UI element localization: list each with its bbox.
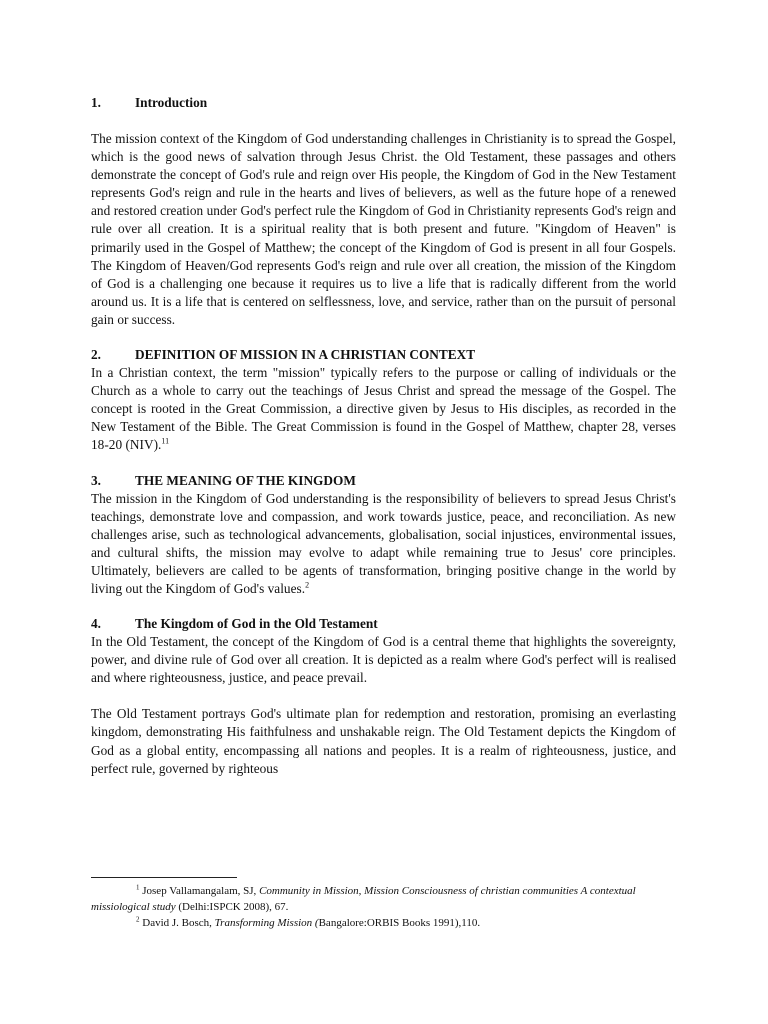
footnotes <box>91 877 676 931</box>
section-heading-introduction <box>91 94 676 112</box>
footnote-1 <box>91 883 676 915</box>
footnote-title: Community in Mission, Mission Consciousness of christian communities A contextual missiological study <box>91 885 636 913</box>
footnote-separator <box>91 877 237 878</box>
section-number: 3. <box>91 472 101 488</box>
old-testament-paragraph-1: In the Old Testament, the concept of the Kingdom of God is a central theme that highlights the sovereignty, power, and divine rule of God over all creation. It is depicted as a realm where God's perfect will is realised and where righteousness, justice, and peace prevail. <box>91 634 676 686</box>
section-heading-meaning-of-kingdom <box>91 472 676 490</box>
footnote-author: Josep Vallamangalam, SJ, <box>142 885 257 897</box>
section-number: 1. <box>91 95 101 110</box>
section-heading-definition-of-mission <box>91 346 676 364</box>
footnote-marker: 1 <box>136 883 140 892</box>
footnote-author: David J. Bosch, <box>142 917 212 929</box>
paragraph-text: In a Christian context, the term "mission" typically refers to the purpose or calling of individuals or the Church as a whole to carry out the teachings of Jesus Christ and spread the message of the Gospel. The concept is rooted in the Great Commission, a directive given by Jesus to His disciples, as recorded in the New Testament of the Bible. The Great Commission is found in the Gospel of Matthew, chapter 28, verses 18-20 (NIV). <box>91 365 676 453</box>
footnote-marker: 2 <box>136 915 140 924</box>
paragraph-text: The mission in the Kingdom of God understanding is the responsibility of believers to spread Jesus Christ's teachings, demonstrate love and compassion, and work towards justice, peace, and reconciliation. As new challenges arise, such as technological advancements, globalisation, social injustices, environmental issues, and cultural shifts, the mission may evolve to adapt while remaining true to Jesus' core principles. Ultimately, believers are called to be agents of transformation, bringing positive change in the world by living out the Kingdom of God's values. <box>91 490 676 596</box>
meaning-paragraph <box>91 490 676 599</box>
definition-paragraph <box>91 364 676 454</box>
section-title: THE MEANING OF THE KINGDOM <box>135 472 356 488</box>
old-testament-paragraph-2: The Old Testament portrays God's ultimate plan for redemption and restoration, promising an everlasting kingdom, demonstrating His faithfulness and unshakable reign. The Old Testament depicts the Kingdom of God as a global entity, encompassing all nations and peoples. It is a realm of righteousness, justice, and perfect rule, governed by righteous <box>91 706 676 776</box>
footnote-2 <box>91 915 676 931</box>
section-title: The Kingdom of God in the Old Testament <box>135 616 378 632</box>
footnote-publication: (Delhi:ISPCK 2008), 67. <box>178 901 289 913</box>
section-title: Introduction <box>135 95 208 110</box>
footnote-publication: Bangalore:ORBIS Books 1991),110. <box>318 917 481 929</box>
footnote-title: Transforming Mission ( <box>214 917 319 929</box>
introduction-paragraph: The mission context of the Kingdom of God understanding challenges in Christianity is to spread the Gospel, which is the good news of salvation through Jesus Christ. the Old Testament, these passages and others demonstrate the concept of God's rule and reign over His people, the Kingdom of God in the New Testament represents God's reign and rule in the hearts and lives of believers, as well as the future hope of a renewed and restored creation under God's perfect rule the Kingdom of God in Christianity represents God's reign and rule over all creation. It is a spiritual reality that is both present and future. "Kingdom of Heaven" is primarily used in the Gospel of Matthew; the concept of the Kingdom of God is present in all four Gospels. The Kingdom of Heaven/God represents God's reign and rule over all creation, the mission of the Kingdom of God is a challenging one because it requires us to live a life that is radically different from the world around us. It is a life that is centered on selflessness, love, and service, rather than on the pursuit of personal gain or success. <box>91 131 676 327</box>
document-body <box>91 94 676 778</box>
section-number: 2. <box>91 347 101 363</box>
footnote-reference[interactable]: 2 <box>305 580 310 590</box>
section-number: 4. <box>91 616 101 632</box>
footnote-reference[interactable]: 11 <box>161 436 170 446</box>
section-title: DEFINITION OF MISSION IN A CHRISTIAN CONTEXT <box>135 347 476 363</box>
section-heading-kingdom-old-testament <box>91 615 676 633</box>
